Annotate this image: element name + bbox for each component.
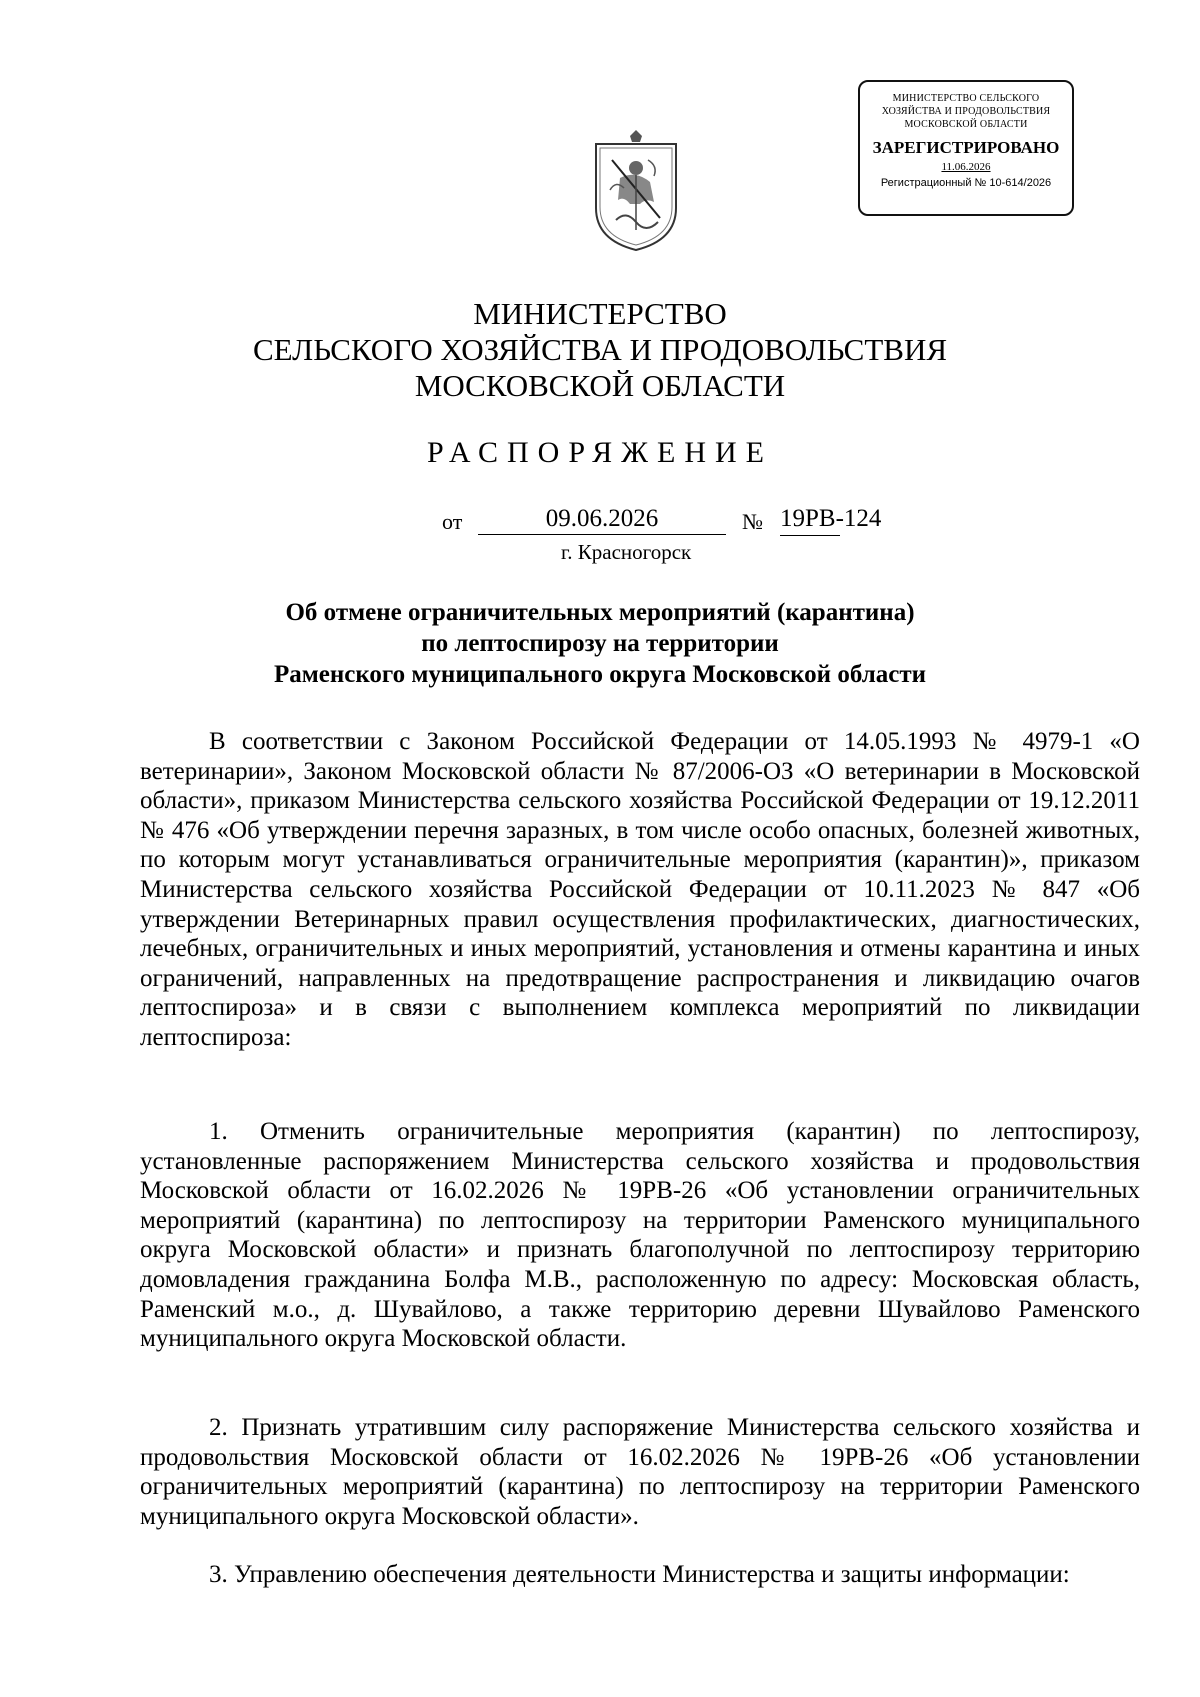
registration-stamp xyxy=(858,80,1074,216)
number-underline xyxy=(780,535,840,536)
ministry-name-line-1: МИНИСТЕРСТВО xyxy=(473,296,727,331)
document-city: г. Красногорск xyxy=(561,540,692,564)
item-3-paragraph: 3. Управлению обеспечения деятельности Министерства и защиты информации: xyxy=(209,1561,1070,1588)
document-number: 19РВ-124 xyxy=(780,505,882,532)
stamp-line-1: МИНИСТЕРСТВО СЕЛЬСКОГО xyxy=(892,93,1040,104)
document-type: РАСПОРЯЖЕНИЕ xyxy=(426,436,774,469)
stamp-registration-number: Регистрационный № 10-614/2026 xyxy=(880,177,1052,189)
item-1-paragraph: 1. Отменить ограничительные мероприятия (карантин) по лептоспирозу, установленные распоряжением Министерства сельского хозяйства и продовольствия Московской области от 16.02.2026 № 19РВ-26 «Об установлении ограничительных мероприятий (карантина) по лептоспирозу на территории Раменского муниципального округа Московской области» и признать благополучной по лептоспирозу территорию домовладения гражданина Болфа М.В., расположенную по адресу: Московская область, Раменский м.о., д. Шувайлово, а также территорию деревни Шувайлово Раменского муниципального округа Московской области. xyxy=(140,1118,1140,1353)
ministry-name-line-2: СЕЛЬСКОГО ХОЗЯЙСТВА И ПРОДОВОЛЬСТВИЯ xyxy=(252,332,948,367)
stamp-line-2: ХОЗЯЙСТВА И ПРОДОВОЛЬСТВИЯ xyxy=(881,106,1051,117)
subject-line-2: по лептоспирозу на территории xyxy=(421,630,779,657)
number-sign: № xyxy=(742,509,763,534)
subject-line-3: Раменского муниципального округа Московской области xyxy=(273,661,927,688)
stamp-date: 11.06.2026 xyxy=(941,161,991,173)
item-2-paragraph: 2. Признать утратившим силу распоряжение Министерства сельского хозяйства и продовольствия Московской области от 16.02.2026 № 19РВ-26 «Об установлении ограничительных мероприятий (карантина) по лептоспирозу на территории Раменского муниципального округа Московской области». xyxy=(140,1414,1140,1530)
subject-line-1: Об отмене ограничительных мероприятий (карантина) xyxy=(285,599,915,626)
ministry-name-line-3: МОСКОВСКОЙ ОБЛАСТИ xyxy=(414,368,786,403)
stamp-line-3: МОСКОВСКОЙ ОБЛАСТИ xyxy=(904,119,1028,130)
from-label: от xyxy=(442,509,463,534)
stamp-status: ЗАРЕГИСТРИРОВАНО xyxy=(872,138,1060,157)
coat-of-arms-icon xyxy=(590,130,682,254)
document-date: 09.06.2026 xyxy=(478,505,726,535)
intro-paragraph: В соответствии с Законом Российской Федерации от 14.05.1993 № 4979-1 «О ветеринарии», Законом Московской области № 87/2006-ОЗ «О ветеринарии в Московской области», приказом Министерства сельского хозяйства Российской Федерации от 19.12.2011 № 476 «Об утверждении перечня заразных, в том числе особо опасных, болезней животных, по которым могут устанавливаться ограничительные мероприятия (карантин)», приказом Министерства сельского хозяйства Российской Федерации от 10.11.2023 № 847 «Об утверждении Ветеринарных правил осуществления профилактических, диагностических, лечебных, ограничительных и иных мероприятий, установления и отмены карантина и иных ограничений, направленных на предотвращение распространения и ликвидацию очагов лептоспироза» и в связи с выполнением комплекса мероприятий по ликвидации лептоспироза: xyxy=(140,728,1140,1051)
